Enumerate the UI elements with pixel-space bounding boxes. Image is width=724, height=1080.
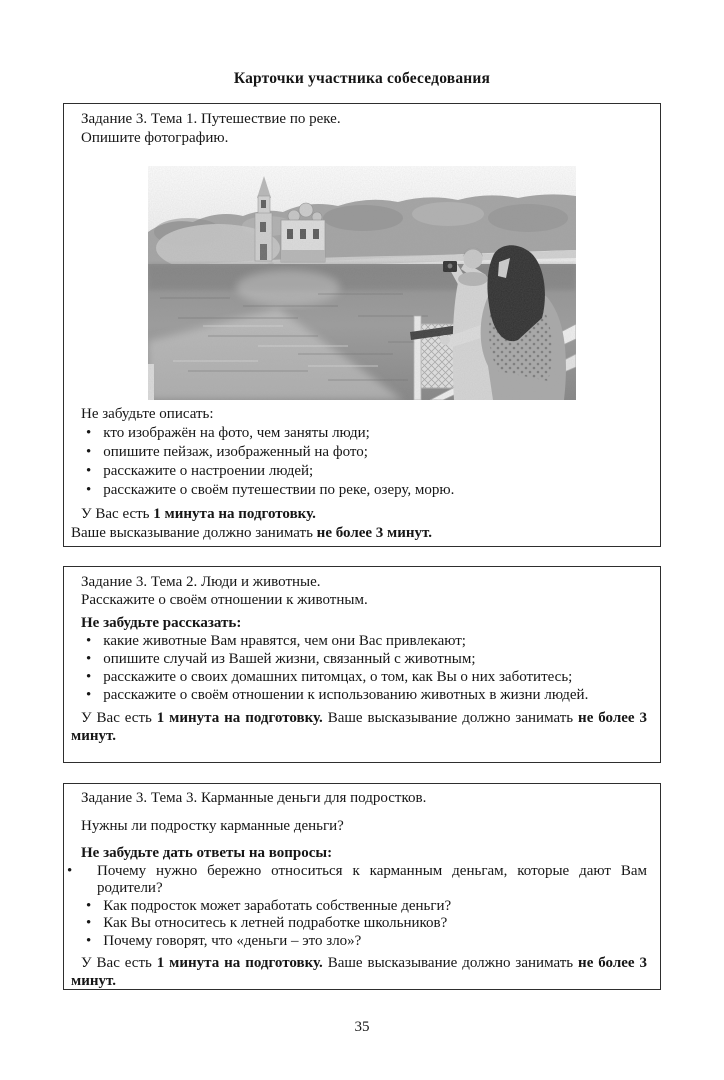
timing-text: У Вас есть — [81, 506, 154, 522]
timing-text: Ваше высказывание должно занимать — [322, 955, 579, 971]
question-line: Нужны ли подростку карманные деньги? — [81, 817, 344, 834]
page-title: Карточки участника собеседования — [233, 70, 491, 87]
task-card-topic-2 — [63, 566, 661, 763]
bullet-item: • Почему говорят, что «деньги – это зло»? — [71, 933, 647, 951]
timing-text: Ваше высказывание должно занимать — [322, 710, 579, 726]
intro-line: Не забудьте рассказать: — [81, 615, 242, 631]
subtask-line: Опишите фотографию. — [81, 130, 229, 146]
task-card-topic-3 — [63, 783, 661, 990]
bullet-item: • Как Вы относитесь к летней подработке школьников? — [71, 915, 647, 933]
intro-line: Не забудьте описать: — [81, 406, 214, 422]
bullet-item: • расскажите о своём путешествии по реке, озеру, морю. — [71, 481, 647, 500]
bullet-item: • Как подросток может заработать собственные деньги? — [71, 898, 647, 916]
bullet-item: • расскажите о своём отношении к использованию животных в жизни людей. — [71, 686, 647, 704]
bullet-item: • расскажите о своих домашних питомцах, о том, как Вы о них заботитесь; — [71, 668, 647, 686]
page-number: 35 — [354, 1019, 370, 1035]
timing-text: Ваше высказывание должно занимать — [71, 525, 317, 541]
bullet-item: • кто изображён на фото, чем заняты люди; — [71, 424, 647, 443]
bullet-item: • опишите пейзаж, изображенный на фото; — [71, 443, 647, 462]
timing-note — [71, 505, 647, 524]
timing-bold: не более 3 минут. — [71, 955, 648, 989]
task-line: Задание 3. Тема 1. Путешествие по реке. — [81, 111, 341, 127]
bullet-item: • Почему нужно бережно относиться к карманным деньгам, которые дают Вам родители? — [71, 863, 647, 898]
subtask-line: Расскажите о своём отношении к животным. — [81, 592, 368, 608]
bullet-list — [71, 863, 647, 951]
timing-bold: не более 3 минут. — [316, 525, 433, 541]
task-line: Задание 3. Тема 2. Люди и животные. — [81, 574, 321, 590]
timing-note — [71, 709, 647, 745]
timing-text: У Вас есть — [81, 710, 157, 726]
bullet-item: • расскажите о настроении людей; — [71, 462, 647, 481]
timing-bold: 1 минута на подготовку. — [153, 506, 316, 522]
bullet-item: • какие животные Вам нравятся, чем они Вас привлекают; — [71, 632, 647, 650]
photo-grain-texture — [148, 166, 576, 400]
bullet-list — [71, 632, 647, 704]
task-line: Задание 3. Тема 3. Карманные деньги для подростков. — [81, 790, 427, 806]
timing-bold: 1 минута на подготовку. — [156, 710, 323, 726]
timing-note — [71, 955, 647, 990]
timing-text: У Вас есть — [81, 955, 157, 971]
timing-bold: не более 3 минут. — [71, 710, 648, 744]
intro-line: Не забудьте дать ответы на вопросы: — [81, 845, 333, 861]
task-card-topic-1 — [63, 103, 661, 547]
bullet-item: • опишите случай из Вашей жизни, связанный с животным; — [71, 650, 647, 668]
bullet-list — [71, 424, 647, 500]
river-trip-photo — [148, 166, 576, 400]
timing-note — [71, 524, 647, 543]
timing-bold: 1 минута на подготовку. — [156, 955, 323, 971]
